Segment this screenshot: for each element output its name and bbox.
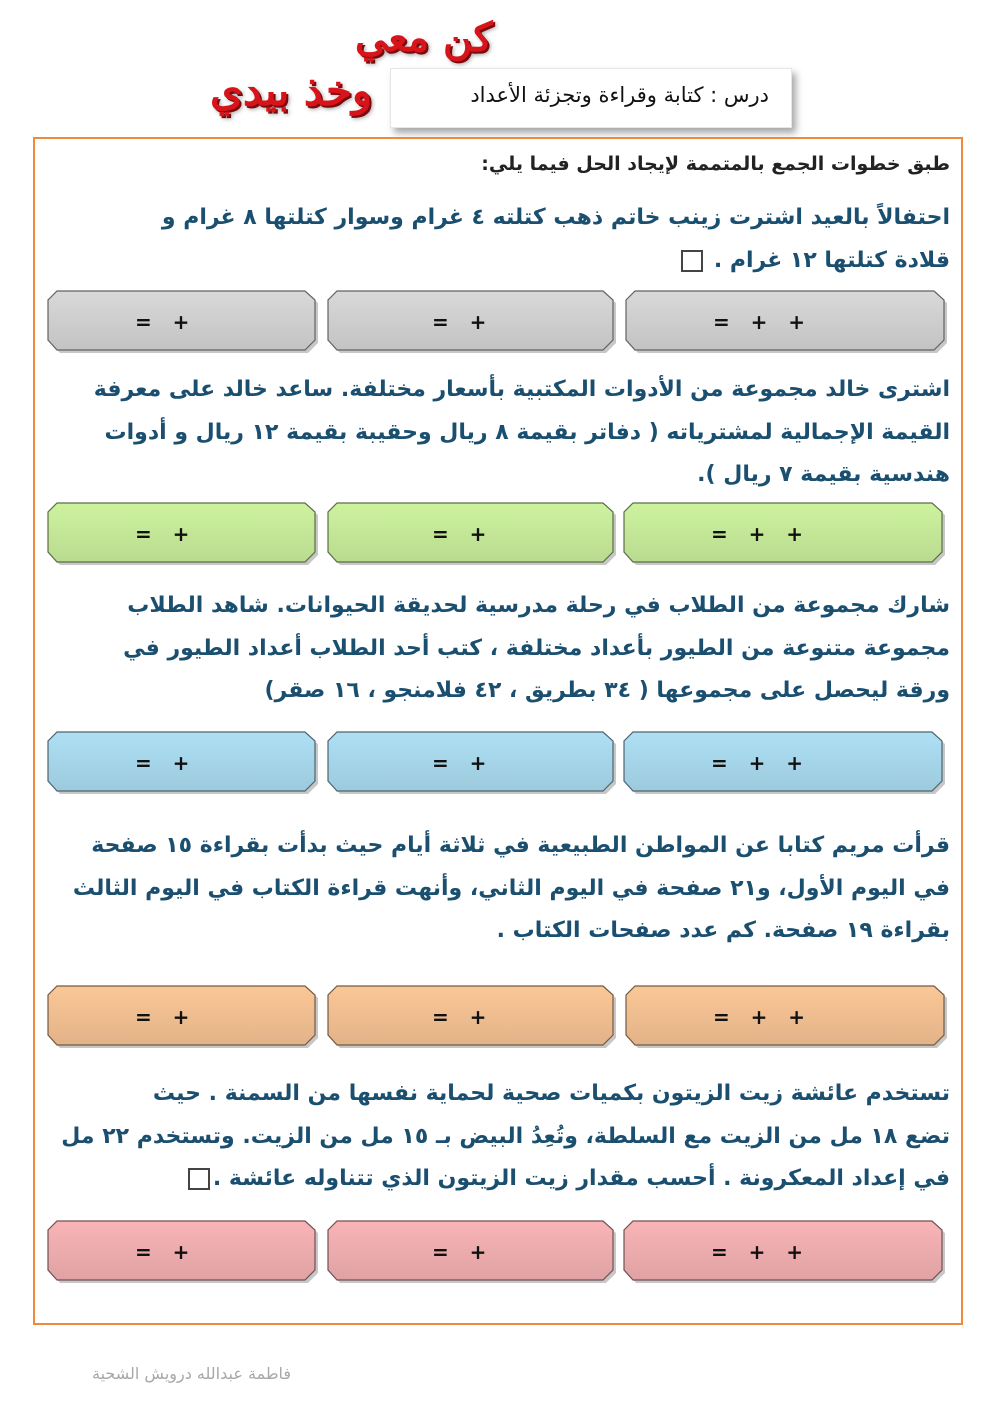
answer-box-3-3[interactable] bbox=[623, 731, 946, 795]
problem-line: القيمة الإجمالية لمشترياته ( دفاتر بقيمة ٨ ريال وحقيبة بقيمة ١٢ ريال و أدوات bbox=[104, 419, 950, 445]
problem-line: قرأت مريم كتابا عن المواطن الطبيعية في ثلاثة أيام حيث بدأت بقراءة ١٥ صفحة bbox=[91, 833, 950, 858]
problem-3-text bbox=[50, 585, 950, 713]
problem-line: تضع ١٨ مل من الزيت مع السلطة، وتُعِدُ البيض بـ ١٥ مل من الزيت. وتستخدم ٢٢ مل bbox=[61, 1123, 950, 1149]
answer-box-2-2[interactable] bbox=[327, 502, 617, 566]
equation-operators: = + bbox=[432, 1240, 487, 1264]
problem-line: هندسية بقيمة ٧ ريال ). bbox=[697, 462, 950, 487]
answer-box-1-1[interactable] bbox=[47, 290, 319, 354]
equation-operators: = + + bbox=[711, 751, 804, 775]
lesson-title: درس : كتابة وقراءة وتجزئة الأعداد bbox=[470, 83, 769, 107]
equation-operators: = + bbox=[135, 310, 190, 334]
author-signature: فاطمة عبدالله درويش الشحية bbox=[92, 1364, 292, 1383]
equation-operators: = + bbox=[432, 1005, 487, 1029]
problem-line: اشترى خالد مجموعة من الأدوات المكتبية بأسعار مختلفة. ساعد خالد على معرفة bbox=[93, 377, 950, 402]
problem-line: في اليوم الأول، و٢١ صفحة في اليوم الثاني، وأنهت قراءة الكتاب في اليوم الثالث bbox=[72, 875, 950, 901]
problem-line bbox=[50, 1158, 950, 1201]
answer-box-5-2[interactable] bbox=[327, 1220, 617, 1284]
problem-line bbox=[50, 240, 950, 283]
logo-line-1: كن معي bbox=[355, 14, 493, 61]
equation-operators: = + + bbox=[713, 310, 806, 334]
problem-line: شارك مجموعة من الطلاب في رحلة مدرسية لحديقة الحيوانات. شاهد الطلاب bbox=[127, 593, 950, 618]
problem-line: ورقة ليحصل على مجموعها ( ٣٤ بطريق ، ٤٢ فلامنجو ، ١٦ صقر) bbox=[264, 678, 950, 703]
answer-box-2-1[interactable] bbox=[47, 502, 319, 566]
answer-box-3-2[interactable] bbox=[327, 731, 617, 795]
problem-1-text bbox=[50, 197, 950, 282]
answer-box-1-3[interactable] bbox=[625, 290, 948, 354]
answer-checkbox[interactable] bbox=[188, 1168, 210, 1190]
instruction: طبق خطوات الجمع بالمتممة لإيجاد الحل فيما يلي: bbox=[481, 153, 950, 175]
equation-operators: = + bbox=[135, 751, 190, 775]
answer-box-4-3[interactable] bbox=[625, 985, 948, 1049]
problem-4-text bbox=[50, 825, 950, 953]
answer-box-5-1[interactable] bbox=[47, 1220, 319, 1284]
equation-operators: = + bbox=[135, 522, 190, 546]
equation-operators: = + + bbox=[711, 1240, 804, 1264]
answer-box-1-2[interactable] bbox=[327, 290, 617, 354]
answer-box-2-3[interactable] bbox=[623, 502, 946, 566]
problem-line: احتفالاً بالعيد اشترت زينب خاتم ذهب كتلته ٤ غرام وسوار كتلتها ٨ غرام و bbox=[161, 205, 950, 230]
problem-line: مجموعة متنوعة من الطيور بأعداد مختلفة ، كتب أحد الطلاب أعداد الطيور في bbox=[123, 635, 950, 661]
logo-line-2: وخذ بيدي bbox=[210, 66, 373, 115]
problem-2-text bbox=[50, 369, 950, 497]
equation-operators: = + bbox=[135, 1240, 190, 1264]
equation-operators: = + bbox=[135, 1005, 190, 1029]
equation-operators: = + bbox=[432, 310, 487, 334]
equation-operators: = + bbox=[432, 522, 487, 546]
problem-line: تستخدم عائشة زيت الزيتون بكميات صحية لحماية نفسها من السمنة . حيث bbox=[152, 1081, 950, 1106]
answer-checkbox[interactable] bbox=[681, 250, 703, 272]
equation-operators: = + bbox=[432, 751, 487, 775]
lesson-title-box bbox=[390, 68, 792, 128]
answer-box-5-3[interactable] bbox=[623, 1220, 946, 1284]
problem-5-text bbox=[50, 1073, 950, 1201]
equation-operators: = + + bbox=[711, 522, 804, 546]
answer-box-4-1[interactable] bbox=[47, 985, 319, 1049]
problem-line-text: في إعداد المعكرونة . أحسب مقدار زيت الزيتون الذي تتناوله عائشة . bbox=[212, 1166, 950, 1191]
answer-box-3-1[interactable] bbox=[47, 731, 319, 795]
problem-line-text: قلادة كتلتها ١٢ غرام . bbox=[713, 247, 950, 273]
problem-line: بقراءة ١٩ صفحة. كم عدد صفحات الكتاب . bbox=[496, 918, 950, 943]
answer-box-4-2[interactable] bbox=[327, 985, 617, 1049]
equation-operators: = + + bbox=[713, 1005, 806, 1029]
